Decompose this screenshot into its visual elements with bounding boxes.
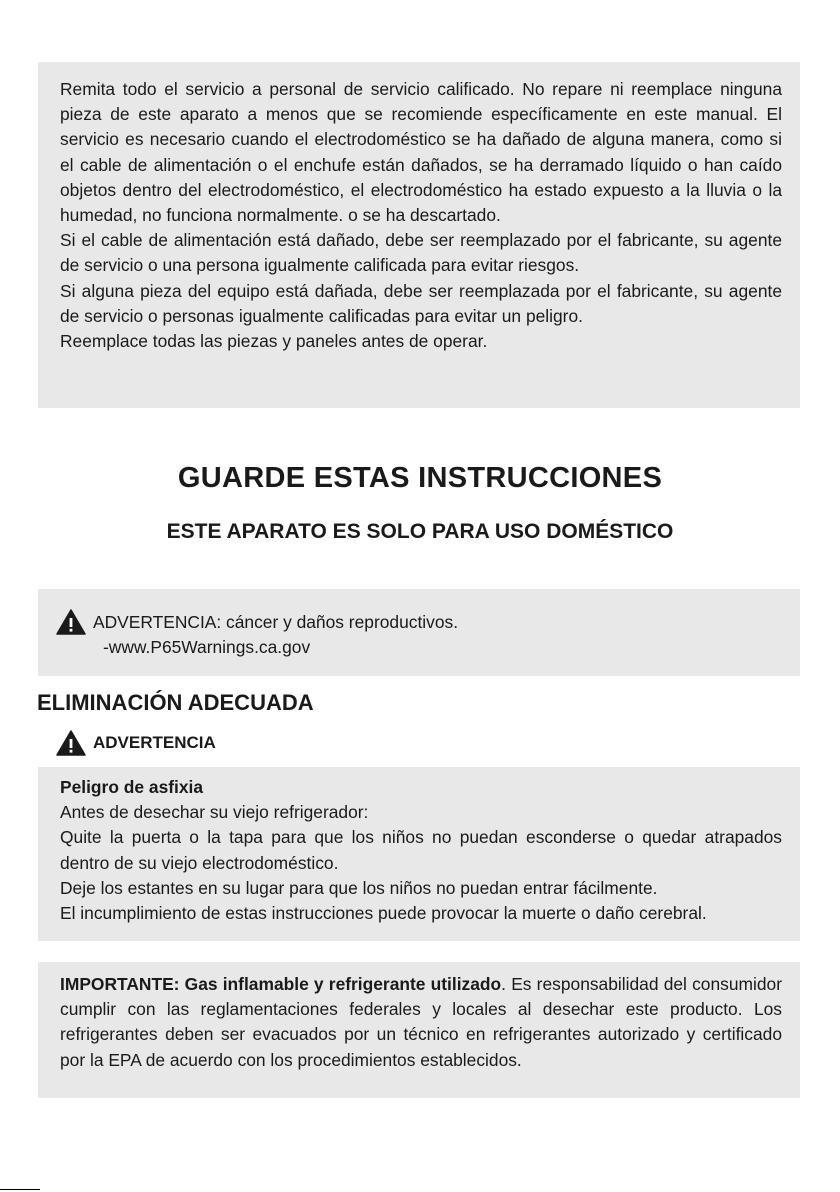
- disposal-warning-text: ADVERTENCIA: [93, 733, 216, 752]
- important-text: . Es responsabilidad del consumidor cumplir con las reglamentaciones federales y locales al desechar este producto. Los refrigerantes deben ser evacuados por un técnico en refrigerantes autorizado y certificado por la EPA de acuerdo con los procedimientos establecidos.: [60, 974, 782, 1070]
- important-refrigerant-box: [38, 962, 800, 1098]
- replace-panels-paragraph: Reemplace todas las piezas y paneles antes de operar.: [60, 331, 488, 352]
- warning-triangle-icon: [56, 609, 86, 635]
- warning-triangle-icon: [56, 730, 86, 756]
- p65-warning-text: ADVERTENCIA: cáncer y daños reproductivos.: [93, 611, 459, 632]
- page-title: GUARDE ESTAS INSTRUCCIONES: [177, 462, 663, 494]
- p65-warning-box: [38, 589, 800, 676]
- disposal-heading: ELIMINACIÓN ADECUADA: [37, 690, 314, 715]
- disposal-warning-label: [56, 730, 216, 756]
- asphyxia-heading: Peligro de asfixia: [60, 777, 204, 797]
- service-paragraph: Remita todo el servicio a personal de servicio calificado. No repare ni reemplace ninguna pieza de este aparato a menos que se recomiende específicamente en este manual. El servicio es necesario cuando el electrodoméstico se ha dañado de alguna manera, como si el cable de alimentación o el enchufe están dañados, se ha derramado líquido o han caído objetos dentro del electrodoméstico, el electrodoméstico ha estado expuesto a la lluvia o la humedad, no funciona normalmente. o se ha descartado.: [60, 79, 782, 226]
- asphyxia-line-2: Quite la puerta o la tapa para que los niños no puedan esconderse o quedar atrapados dentro de su viejo electrodoméstico.: [60, 827, 782, 873]
- asphyxia-line-1: Antes de desechar su viejo refrigerador:: [60, 802, 369, 823]
- asphyxia-box: [38, 767, 800, 941]
- important-paragraph: [60, 972, 782, 1073]
- damaged-part-paragraph: Si alguna pieza del equipo está dañada, debe ser reemplazada por el fabricante, su agente de servicio o personas igualmente calificadas para evitar un peligro.: [60, 280, 782, 326]
- power-cord-paragraph: Si el cable de alimentación está dañado, debe ser reemplazado por el fabricante, su agente de servicio o una persona igualmente calificada para evitar riesgos.: [60, 230, 782, 276]
- service-notice-box: [38, 62, 800, 408]
- important-lead: IMPORTANTE: Gas inflamable y refrigerante utilizado: [60, 974, 502, 994]
- p65-url: -www.P65Warnings.ca.gov: [103, 637, 311, 657]
- asphyxia-line-4: El incumplimiento de estas instrucciones puede provocar la muerte o daño cerebral.: [60, 903, 707, 924]
- page-subtitle: ESTE APARATO ES SOLO PARA USO DOMÉSTICO: [166, 520, 674, 543]
- asphyxia-line-3: Deje los estantes en su lugar para que los niños no puedan entrar fácilmente.: [60, 877, 658, 898]
